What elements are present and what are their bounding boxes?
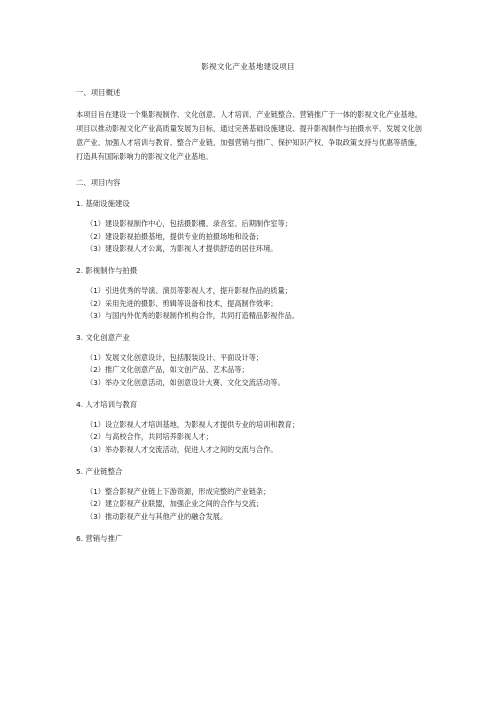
subsection-title: 6. 营销与推广 [76,533,123,543]
list-item: （2）建立影视产业联盟，加强企业之间的合作与交流； [86,499,264,509]
list-item: （3）建设影视人才公寓，为影视人才提供舒适的居住环境。 [86,243,278,253]
list-item: （1）设立影视人才培训基地，为影视人才提供专业的培训和教育； [86,420,300,430]
list-item: （1）整合影视产业链上下游资源，形成完整的产业链条； [86,486,271,496]
subsection-title: 1. 基础设施建设 [76,199,130,209]
list-item: （2）建设影视拍摄基地，提供专业的拍摄场地和设备； [86,231,264,241]
document-title: 影视文化产业基地建设项目 [201,62,295,71]
list-item: （1）引进优秀的导演、演员等影视人才，提升影视作品的质量； [86,286,292,296]
list-item: （2）推广文化创意产品，如文创产品、艺术品等； [86,365,249,375]
list-item: （1）建设影视制作中心，包括摄影棚、录音室、后期制作室等； [86,219,292,229]
list-item: （3）推动影视产业与其他产业的融合发展。 [86,511,228,521]
subsection-title: 4. 人才培训与教育 [76,400,138,410]
subsection-title: 5. 产业链整合 [76,466,123,476]
section-heading-overview: 一、项目概述 [76,88,121,97]
list-item: （1）发展文化创意设计，包括服装设计、平面设计等； [86,353,264,363]
section-heading-content: 二、项目内容 [76,178,121,188]
document-body [76,88,422,544]
list-item: （2）采用先进的摄影、剪辑等设备和技术，提高制作效率； [86,298,278,308]
subsection-title: 2. 影视制作与拍摄 [76,266,138,276]
list-item: （3）举办影视人才交流活动，促进人才之间的交流与合作。 [86,444,278,454]
overview-paragraph: 本项目旨在建设一个集影视制作、文化创意、人才培训、产业链整合、营销推广于一体的影视文化产业基地。项目以推动影视文化产业高质量发展为目标，通过完善基础设施建设、提升影视制作与拍摄水平、发展文化创意产业、加强人才培训与教育、整合产业链、加强营销与推广、保护知识产权、争取政策支持与优惠等措施，打造具有国际影响力的影视文化产业基地。 [76,110,422,162]
list-item: （2）与高校合作，共同培养影视人才； [86,432,213,442]
list-item: （3）举办文化创意活动，如创意设计大赛、文化交流活动等。 [86,377,285,387]
subsection-title: 3. 文化创意产业 [76,333,130,343]
list-item: （3）与国内外优秀的影视制作机构合作，共同打造精品影视作品。 [86,310,300,320]
